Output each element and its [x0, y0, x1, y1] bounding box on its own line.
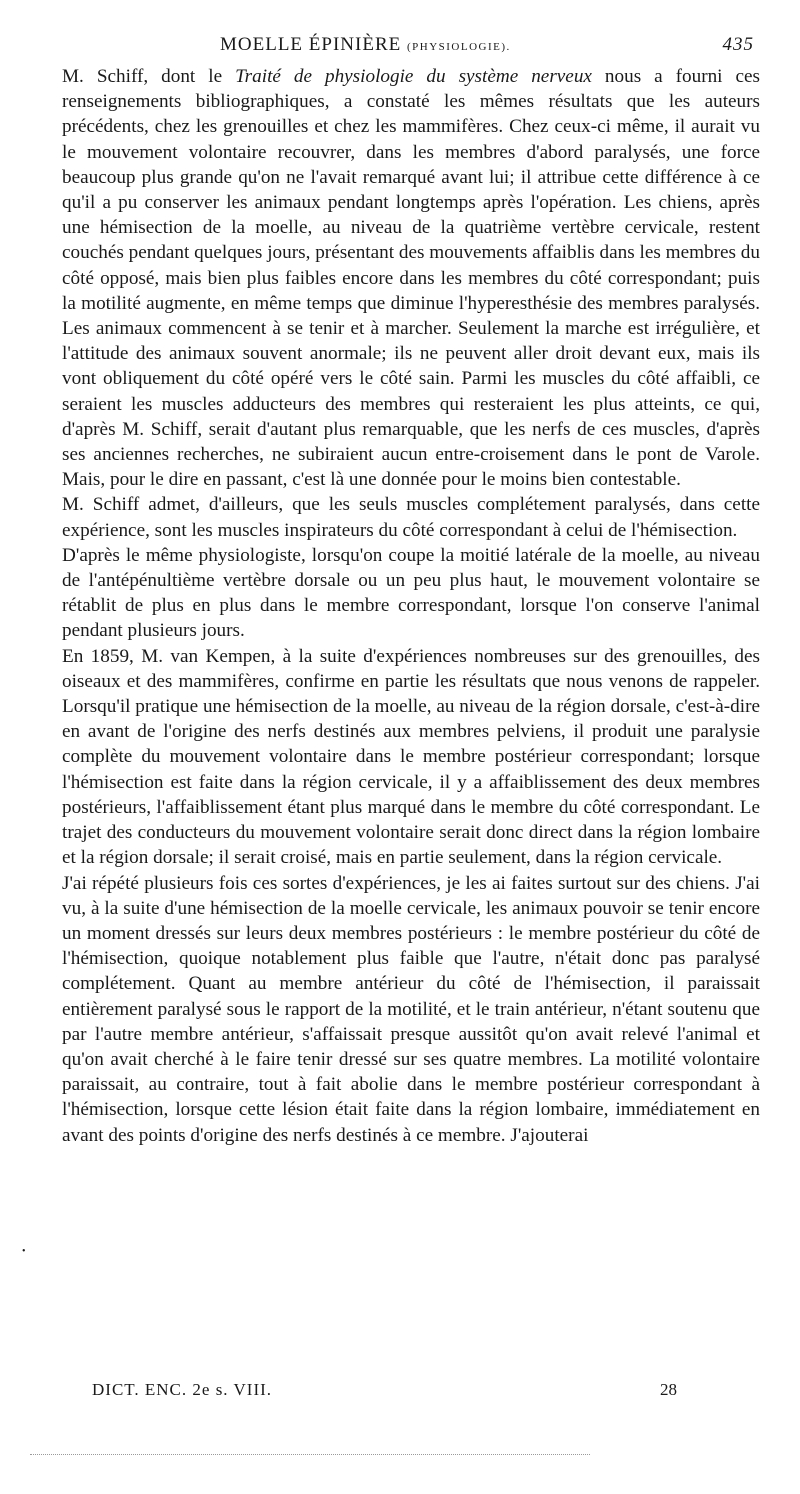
page-number: 435: [722, 34, 754, 55]
paragraph-1: [62, 64, 760, 492]
running-title-subject: (PHYSIOLOGIE).: [406, 41, 511, 53]
bottom-dotted-rule: [30, 1454, 590, 1455]
paragraph-2: M. Schiff admet, d'ailleurs, que les seuls muscles complétement paralysés, dans cette expérience, sont les muscles inspirateurs du côté correspondant à celui de l'hémisection.: [62, 494, 760, 541]
running-title: [220, 34, 511, 56]
book-title: Traité de physiologie du système nerveux: [235, 66, 592, 87]
paragraph-3: D'après le même physiologiste, lorsqu'on coupe la moitié latérale de la moelle, au niveau de l'antépénultième vertèbre dorsale ou un peu plus haut, le mouvement volontaire se rétablit de plus en plus dans le membre correspondant, lorsque l'on conserve l'animal pendant plusieurs jours.: [62, 544, 760, 642]
margin-dot: •: [22, 1246, 26, 1257]
running-title-main: MOELLE ÉPINIÈRE: [220, 34, 402, 55]
page-footer: [92, 1380, 692, 1402]
paragraph-1-rest: nous a fourni ces renseignements bibliographiques, a constaté les mêmes résultats que les auteurs précédents, chez les grenouilles et chez les mammifères. Chez ceux-ci même, il aurait vu le mouvement volontaire recouvrer, dans les membres d'abord paralysés, une force beaucoup plus grande qu'on ne l'avait remarqué avant lui; il attribue cette différence à ce qu'il a pu conserver les animaux pendant longtemps après l'opération. Les chiens, après une hémisection de la moelle, au niveau de la quatrième vertèbre cervicale, restent couchés pendant quelques jours, présentant des mouvements affaiblis dans les membres du côté opposé, mais bien plus faibles encore dans les membres du côté correspondant; puis la motilité augmente, en même temps que diminue l'hyperesthésie des membres paralysés. Les animaux commencent à se tenir et à marcher. Seulement la marche est irrégulière, et l'attitude des animaux souvent anormale; ils ne peuvent aller droit devant eux, mais ils vont obliquement du côté opéré vers le côté sain. Parmi les muscles du côté affaibli, ce seraient les muscles adducteurs des membres qui resteraient les plus atteints, ce qui, d'après M. Schiff, serait d'autant plus remarquable, que les nerfs de ces muscles, d'après ses anciennes recherches, ne subiraient aucun entre-croisement dans le pont de Varole. Mais, pour le dire en passant, c'est là une donnée pour le moins bien contestable.: [62, 66, 760, 491]
paragraph-5: J'ai répété plusieurs fois ces sortes d'expériences, je les ai faites surtout sur des chiens. J'ai vu, à la suite d'une hémisection de la moelle cervicale, les animaux pouvoir se tenir encore un moment dressés sur leurs deux membres postérieurs : le membre postérieur du côté de l'hémisection, quoique notablement plus faible que l'autre, n'était donc pas paralysé complétement. Quant au membre antérieur du côté de l'hémisection, il paraissait entièrement paralysé sous le rapport de la motilité, et le train antérieur, n'étant soutenu que par l'autre membre antérieur, s'affaissait presque aussitôt qu'on avait relevé l'animal et qu'on avait cherché à le faire tenir dressé sur ses quatre membres. La motilité volontaire paraissait, au contraire, tout à fait abolie dans le membre postérieur correspondant à l'hémisection, lorsque cette lésion était faite dans la région lombaire, immédiatement en avant des points d'origine des nerfs destinés à ce membre. J'ajouterai: [62, 872, 760, 1146]
paragraph-1-lead: M. Schiff, dont le: [62, 66, 236, 87]
article-body: [62, 64, 760, 1148]
sheet-number: 28: [660, 1380, 677, 1399]
footer-signature: DICT. ENC. 2e s. VIII.: [92, 1380, 273, 1399]
paragraph-4: En 1859, M. van Kempen, à la suite d'expériences nombreuses sur des grenouilles, des oiseaux et des mammifères, confirme en partie les résultats que nous venons de rappeler. Lorsqu'il pratique une hémisection de la moelle, au niveau de la région dorsale, c'est-à-dire en avant de l'origine des nerfs destinés aux membres pelviens, il produit une paralysie complète du mouvement volontaire dans le membre postérieur correspondant; lorsque l'hémisection est faite dans la région cervicale, il y a affaiblissement des deux membres postérieurs, l'affaiblissement étant plus marqué dans le membre du côté correspondant. Le trajet des conducteurs du mouvement volontaire serait donc direct dans la région lombaire et la région dorsale; il serait croisé, mais en partie seulement, dans la région cervicale.: [62, 645, 760, 869]
running-header: [62, 34, 754, 56]
